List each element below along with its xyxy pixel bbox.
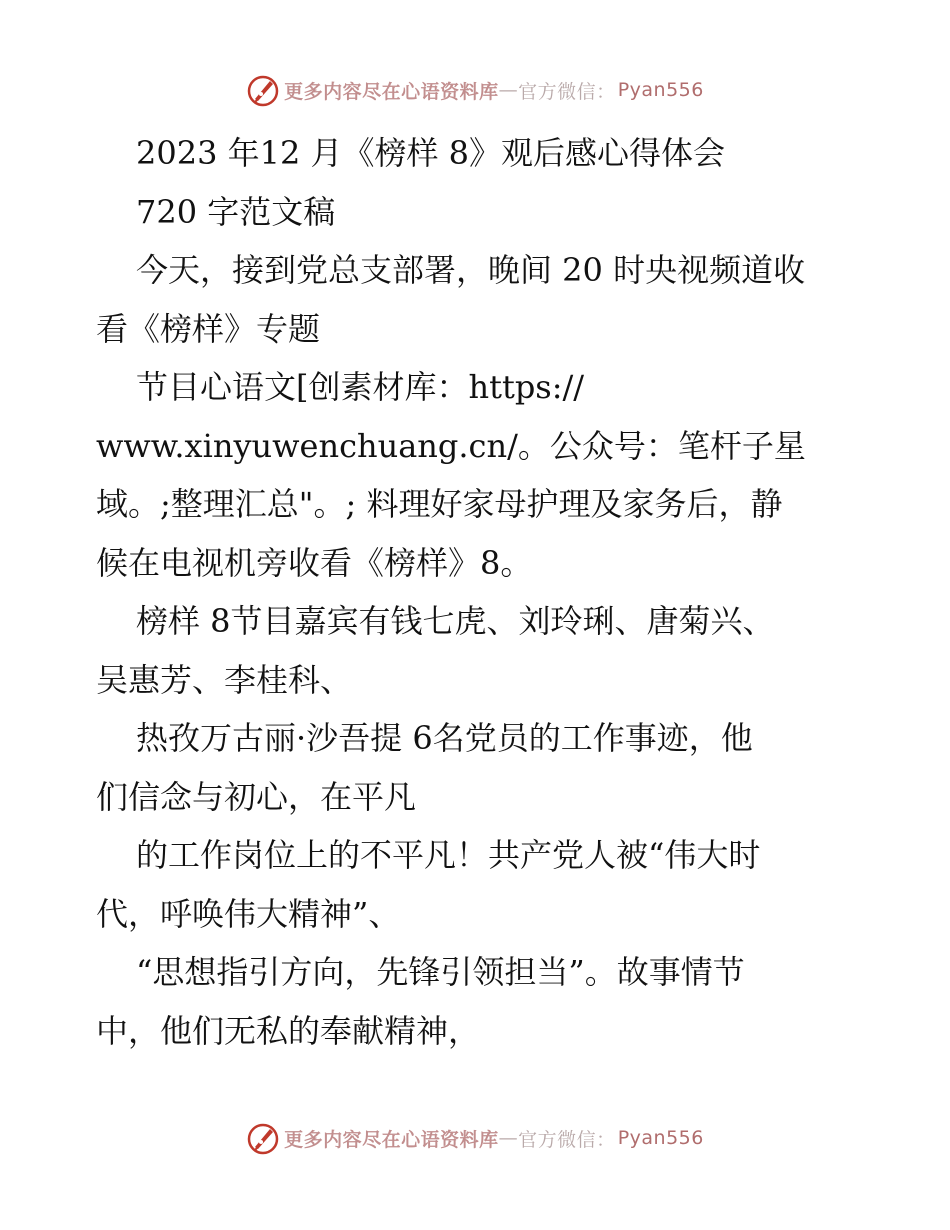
banner-wechat-id: Pyan556 — [617, 79, 704, 101]
text-line: 吴惠芳、李桂科、 — [96, 660, 353, 699]
banner-wechat-label: 官方微信： — [518, 80, 616, 103]
text-line: 中，他们无私的奉献精神， — [96, 1011, 481, 1050]
banner-site-text: 更多内容尽在心语资料库 — [284, 80, 499, 103]
text-line: 看《榜样》专题 — [96, 309, 321, 348]
text-line: 榜样 8节目嘉宾有钱七虎、刘玲琍、唐菊兴、 — [136, 602, 775, 640]
footer-watermark-banner — [0, 1118, 950, 1158]
document-body — [96, 124, 856, 1060]
text-line: www.xinyuwenchuang.cn/。公众号：笔杆子星 — [96, 426, 806, 465]
text-line: 域。;整理汇总"。; 料理好家母护理及家务后，静 — [96, 485, 783, 523]
text-line: 的工作岗位上的不平凡！共产党人被“伟大时 — [136, 836, 761, 874]
text-line: 720 字范文稿 — [136, 192, 336, 231]
banner-dash: — — [498, 1127, 519, 1149]
text-line: 今天，接到党总支部署，晚间 20 时央视频道收 — [136, 251, 806, 289]
quill-circle-logo-icon — [246, 73, 280, 107]
text-line: 们信念与初心，在平凡 — [96, 777, 417, 816]
text-line: “思想指引方向，先锋引领担当”。故事情节 — [136, 953, 745, 991]
header-watermark-banner — [0, 70, 950, 110]
text-line: 节目心语文[创素材库：https:// — [136, 368, 585, 406]
text-line: 热孜万古丽·沙吾提 6名党员的工作事迹，他 — [136, 719, 753, 757]
banner-wechat-id: Pyan556 — [617, 1127, 704, 1149]
banner-site-text: 更多内容尽在心语资料库 — [284, 1128, 499, 1151]
text-line: 候在电视机旁收看《榜样》8。 — [96, 543, 533, 582]
quill-circle-logo-icon — [246, 1121, 280, 1155]
text-line: 2023 年12 月《榜样 8》观后感心得体会 — [136, 134, 726, 172]
text-line: 代，呼唤伟大精神”、 — [96, 894, 401, 933]
banner-dash: — — [498, 79, 519, 101]
banner-wechat-label: 官方微信： — [518, 1128, 616, 1151]
